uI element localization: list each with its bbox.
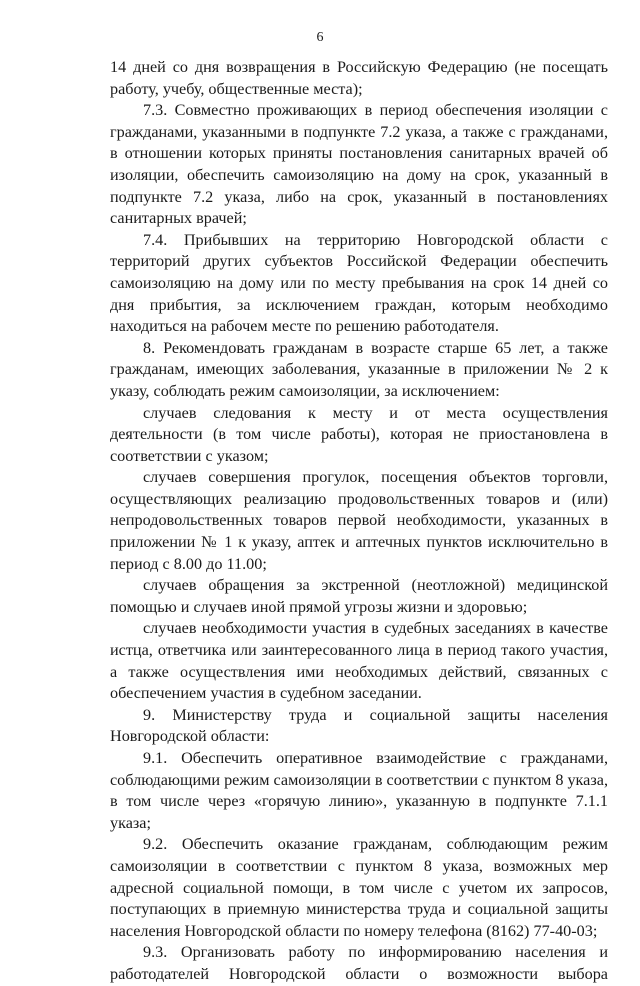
paragraph: 7.4. Прибывших на территорию Новгородской области с территорий других субъектов Российской Федерации обеспечить самоизоляцию на дому или по месту пребывания на срок 14 дней со дня прибытия, за исключением граждан, которым необходимо находиться на рабочем месте по решению работодателя. <box>110 230 608 336</box>
paragraph: 9.3. Организовать работу по информированию населения и работодателей Новгородской области о возможности выбора <box>110 943 608 983</box>
paragraph: 7.3. Совместно проживающих в период обеспечения изоляции с гражданами, указанными в подпункте 7.2 указа, а также с гражданами, в отношении которых приняты постановления санитарных врачей об изоляции, обеспечить самоизоляцию на дому на срок, указанный в подпункте 7.2 указа, либо на срок, указанный в постановлениях санитарных врачей; <box>110 101 608 228</box>
paragraph: 9.2. Обеспечить оказание гражданам, соблюдающим режим самоизоляции в соответствии с пунктом 8 указа, возможных мер адресной социальной помощи, в том числе с учетом их запросов, поступающих в приемную министерства труда и социальной защиты населения Новгородской области по номеру телефона (8162) 77-40-03; <box>110 835 608 940</box>
paragraph: 8. Рекомендовать гражданам в возрасте старше 65 лет, а также гражданам, имеющих заболевания, указанные в приложении № 2 к указу, соблюдать режим самоизоляции, за исключением: <box>110 338 608 400</box>
paragraph: случаев обращения за экстренной (неотложной) медицинской помощью и случаев иной прямой угрозы жизни и здоровью; <box>110 576 608 616</box>
paragraph: 14 дней со дня возвращения в Российскую Федерацию (не посещать работу, учебу, общественные места); <box>110 58 608 98</box>
paragraph: случаев необходимости участия в судебных заседаниях в качестве истца, ответчика или заинтересованного лица в период такого участия, а также осуществления ими необходимых действий, связанных с обеспечением участия в судебном заседании. <box>110 619 608 703</box>
paragraph: случаев следования к месту и от места осуществления деятельности (в том числе работы), которая не приостановлена в соответствии с указом; <box>110 403 608 465</box>
page-number: 6 <box>316 30 324 45</box>
paragraph: случаев совершения прогулок, посещения объектов торговли, осуществляющих реализацию продовольственных товаров и (или) непродовольственных товаров первой необходимости, указанных в приложении № 1 к указу, аптек и аптечных пунктов исключительно в период с 8.00 до 11.00; <box>110 468 608 573</box>
document-body <box>110 57 608 986</box>
paragraph: 9.1. Обеспечить оперативное взаимодействие с гражданами, соблюдающими режим самоизоляции в соответствии с пунктом 8 указа, в том числе через «горячую линию», указанную в подпункте 7.1.1 указа; <box>110 749 608 832</box>
paragraph: 9. Министерству труда и социальной защиты населения Новгородской области: <box>110 705 608 746</box>
